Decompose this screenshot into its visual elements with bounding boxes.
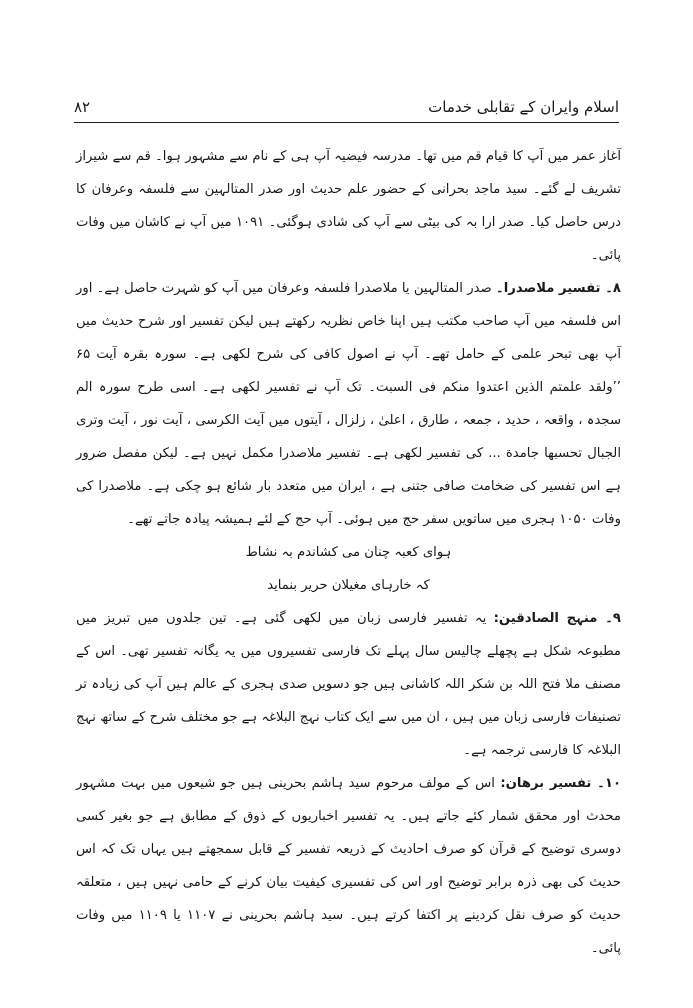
page-number: ۸۲ [74,98,91,116]
running-header-title: اسلام وایران کے تقابلی خدمات [428,98,619,116]
paragraph-3-text: یہ تفسیر فارسی زبان میں لکھی گئی ہے۔ تین جلدوں میں تبریز میں مطبوعہ شکل ہے پچھلے چالیس سال پہلے تک فارسی تفسیروں میں یہ یگانہ تفسیر تھی۔ اس کے مصنف ملا فتح اللہ بن شکر اللہ کاشانی ہیں جو دسویں صدی ہجری کے عالم ہیں آپ کی زیادہ تر تصنیفات فارسی زبان میں ہیں ، ان میں سے ایک کتاب نہج البلاغہ ہے جو مختلف شرح کے ساتھ نہج البلاغہ کا فارسی ترجمہ ہے۔ [76,611,621,758]
paragraph-tafsir-burhan [76,767,621,965]
paragraph-3-heading: ۹۔ منہج الصادقین: [493,611,621,626]
paragraph-4-text: اس کے مولف مرحوم سید ہاشم بحرینی ہیں جو شیعوں میں بہت مشہور محدث اور محقق شمار کئے جاتے ہیں۔ یہ تفسیر اخباریوں کے ذوق کے مطابق ہے جو بغیر کسی دوسری توضیح کے قرآن کو صرف احادیث کے ذریعہ تفسیر کے قابل سمجھتے ہیں یہاں تک کہ اس حدیث کی بھی ذرہ برابر توضیح اور اس کی تفسیری کیفیت بیان کرنے کے حامی نہیں ہیں ، متعلقہ حدیث کو صرف نقل کردینے پر اکتفا کرتے ہیں۔ سید ہاشم بحرینی نے ۱۱۰۷ یا ۱۱۰۹ میں وفات پائی۔ [76,776,622,956]
paragraph-tafsir-mulla-sadra [76,272,621,536]
poem-line-1: ہوای کعبہ چنان می کشاندم بہ نشاط [245,545,452,560]
paragraph-1-text: آغاز عمر میں آپ کا قیام قم میں تھا۔ مدرسہ فیضیہ آپ ہی کے نام سے مشہور ہوا۔ قم سے شیراز تشریف لے گئے۔ سید ماجد بحرانی کے حضور علم حدیث اور صدر المتالہین سے فلسفہ وعرفان کا درس حاصل کیا۔ صدر ارا بہ کی بیٹی سے آپ کی شادی ہوگئی۔ ۱۰۹۱ میں آپ نے کاشان میں وفات پائی۔ [76,149,621,263]
paragraph-2-text: صدر المتالہین یا ملاصدرا فلسفہ وعرفان میں آپ کو شہرت حاصل ہے۔ اور اس فلسفہ میں آپ صاحب مکتب ہیں اپنا خاص نظریہ رکھتے ہیں لیکن تفسیر اور شرح حدیث میں آپ بھی تبحر علمی کے حامل تھے۔ آپ نے اصول کافی کی شرح لکھی ہے۔ سورہ بقرہ آیت ۶۵ ’’ولقد علمتم الذین اعتدوا منکم فی السبت۔ تک آپ نے تفسیر لکھی ہے۔ اسی طرح سورہ الم سجدہ ، واقعہ ، حدید ، جمعہ ، طارق ، اعلیٰ ، زلزال ، آیتوں میں آیت الکرسی ، آیت نور ، آیت وتری الجبال تحسبها جامدة ... کی تفسیر لکھی ہے۔ تفسیر ملاصدرا مکمل نہیں ہے۔ لیکن مفصل ضرور ہے اس تفسیر کی ضخامت صافی جتنی ہے ، ایران میں متعدد بار شائع ہو چکی ہے۔ ملاصدرا کی وفات ۱۰۵۰ ہجری میں ساتویں سفر حج میں ہوئی۔ آپ حج کے لئے ہمیشہ پیادہ جاتے تھے۔ [76,281,621,527]
paragraph-4-heading: ۱۰۔ تفسیر برھان: [500,776,622,791]
paragraph-1 [76,140,621,272]
paragraph-2-heading: ۸۔ تفسیر ملاصدرا۔ [496,281,621,296]
poem-line-2: کہ خارہای مغیلان حریر بنماید [267,578,430,593]
page-header [74,86,619,123]
page-body [76,140,621,965]
paragraph-manhaj-al-sadiqin [76,602,621,767]
